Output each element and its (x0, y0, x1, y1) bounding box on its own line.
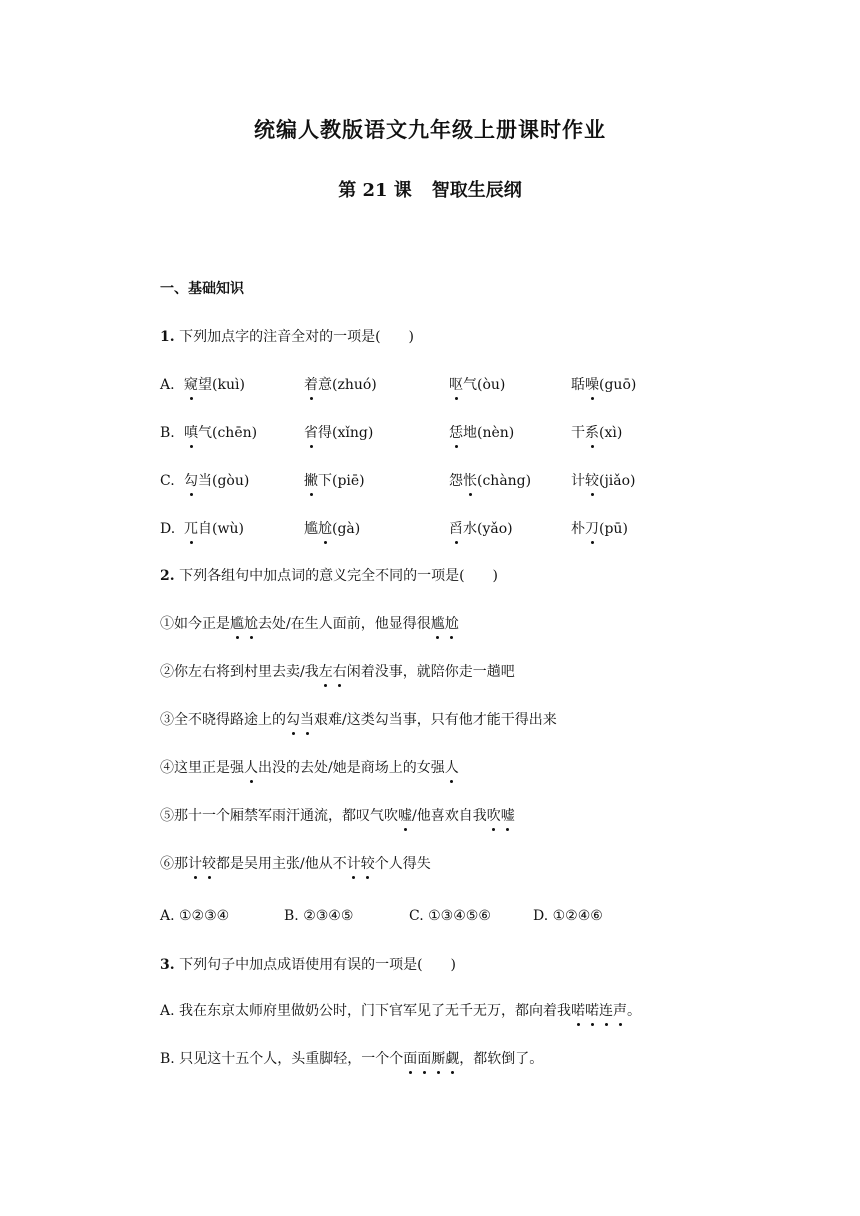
word-pinyin: 呕气(òu) (449, 377, 506, 393)
word-pinyin: 恁地(nèn) (449, 425, 515, 441)
dotted-word: 嘘 (398, 808, 412, 824)
word-pinyin: 怨怅(chàng) (449, 473, 532, 489)
lesson-title (0, 176, 860, 202)
word-pinyin: 聒噪(guō) (571, 377, 637, 393)
dotted-char: 怅 (463, 473, 477, 489)
question-number: 1. (160, 329, 175, 345)
dotted-word: 人 (444, 760, 459, 776)
option-row (160, 423, 720, 443)
option-b: B. 只见这十五个人，头重脚轻，一个个面面厮觑，都软倒了。 (160, 1051, 544, 1067)
dotted-char: 兀 (184, 521, 198, 537)
answer-option: B. ②③④⑤ (284, 908, 354, 924)
word-pinyin: 干系(xì) (571, 425, 623, 441)
sentence-pair: ①如今正是尴尬去处/在生人面前，他显得很尴尬 (160, 616, 459, 632)
lesson-name: 智取生辰纲 (431, 180, 522, 201)
question-text: 下列加点字的注音全对的一项是( ) (179, 329, 415, 345)
dotted-word: 吹嘘 (486, 808, 515, 824)
sentence-pair: ②你左右将到村里去卖/我左右闲着没事，就陪你走一趟吧 (160, 664, 515, 680)
question-text: 下列各组句中加点词的意义完全不同的一项是( ) (179, 568, 499, 584)
option-label: A. (160, 377, 175, 393)
dotted-char: 勾 (184, 473, 198, 489)
lesson-number: 第 21 课 (338, 180, 412, 201)
dotted-word: 计较 (346, 856, 375, 872)
dotted-idiom: 面面厮觑 (403, 1051, 460, 1067)
document-title: 统编人教版语文九年级上册课时作业 (254, 117, 606, 142)
answer-option: D. ①②④⑥ (533, 908, 603, 924)
word-pinyin: 计较(jiǎo) (571, 473, 636, 489)
word-pinyin: 舀水(yǎo) (449, 521, 513, 537)
dotted-word: 左右 (318, 664, 347, 680)
word-pinyin: 窥望(kuì) (184, 377, 245, 393)
section-heading: 一、基础知识 (160, 281, 244, 297)
dotted-word: 人 (244, 760, 258, 776)
word-pinyin: 嗔气(chēn) (184, 425, 258, 441)
dotted-idiom: 喏喏连声 (571, 1003, 628, 1019)
question-number: 3. (160, 957, 175, 973)
option-label: D. (160, 521, 176, 537)
dotted-char: 呕 (449, 377, 463, 393)
option-a: A. 我在东京太师府里做奶公时，门下官军见了无千无万，都向着我喏喏连声。 (160, 1003, 642, 1019)
word-pinyin: 兀自(wù) (184, 521, 244, 537)
dotted-char: 较 (585, 473, 599, 489)
dotted-word: 尴尬 (230, 616, 258, 632)
word-pinyin: 省得(xǐng) (304, 425, 374, 441)
dotted-word: 尴尬 (430, 616, 459, 632)
dotted-word: 勾当 (286, 712, 314, 728)
word-pinyin: 尴尬(gà) (304, 521, 361, 537)
question-text: 下列句子中加点成语使用有误的一项是( ) (179, 957, 457, 973)
sentence-pair: ⑤那十一个厢禁军雨汗通流，都叹气吹嘘/他喜欢自我吹嘘 (160, 808, 515, 824)
dotted-char: 恁 (449, 425, 463, 441)
dotted-char: 系 (585, 425, 599, 441)
answer-option: C. ①③④⑤⑥ (409, 908, 491, 924)
dotted-char: 着 (304, 377, 318, 393)
word-pinyin: 勾当(gòu) (184, 473, 250, 489)
option-row (160, 375, 720, 395)
dotted-char: 省 (304, 425, 318, 441)
word-pinyin: 朴刀(pū) (571, 521, 628, 537)
question-number: 2. (160, 568, 175, 584)
answer-option: A. ①②③④ (160, 908, 230, 924)
dotted-char: 窥 (184, 377, 198, 393)
sentence-pair: ④这里正是强人出没的去处/她是商场上的女强人 (160, 760, 459, 776)
question-3 (160, 955, 456, 975)
dotted-char: 噪 (585, 377, 599, 393)
dotted-char: 嗔 (184, 425, 198, 441)
word-pinyin: 着意(zhuó) (304, 377, 377, 393)
dotted-char: 舀 (449, 521, 463, 537)
sentence-pair: ③全不晓得路途上的勾当艰难/这类勾当事，只有他才能干得出来 (160, 712, 557, 728)
dotted-word: 计较 (188, 856, 216, 872)
option-label: B. (160, 425, 175, 441)
dotted-char: 尬 (318, 521, 332, 537)
sentence-pair: ⑥那计较都是吴用主张/他从不计较个人得失 (160, 856, 431, 872)
option-row (160, 519, 720, 539)
option-row (160, 471, 720, 491)
question-2 (160, 566, 498, 586)
word-pinyin: 撇下(piē) (304, 473, 365, 489)
option-label: C. (160, 473, 175, 489)
dotted-char: 撇 (304, 473, 318, 489)
dotted-char: 刀 (585, 521, 599, 537)
question-1 (160, 327, 414, 347)
